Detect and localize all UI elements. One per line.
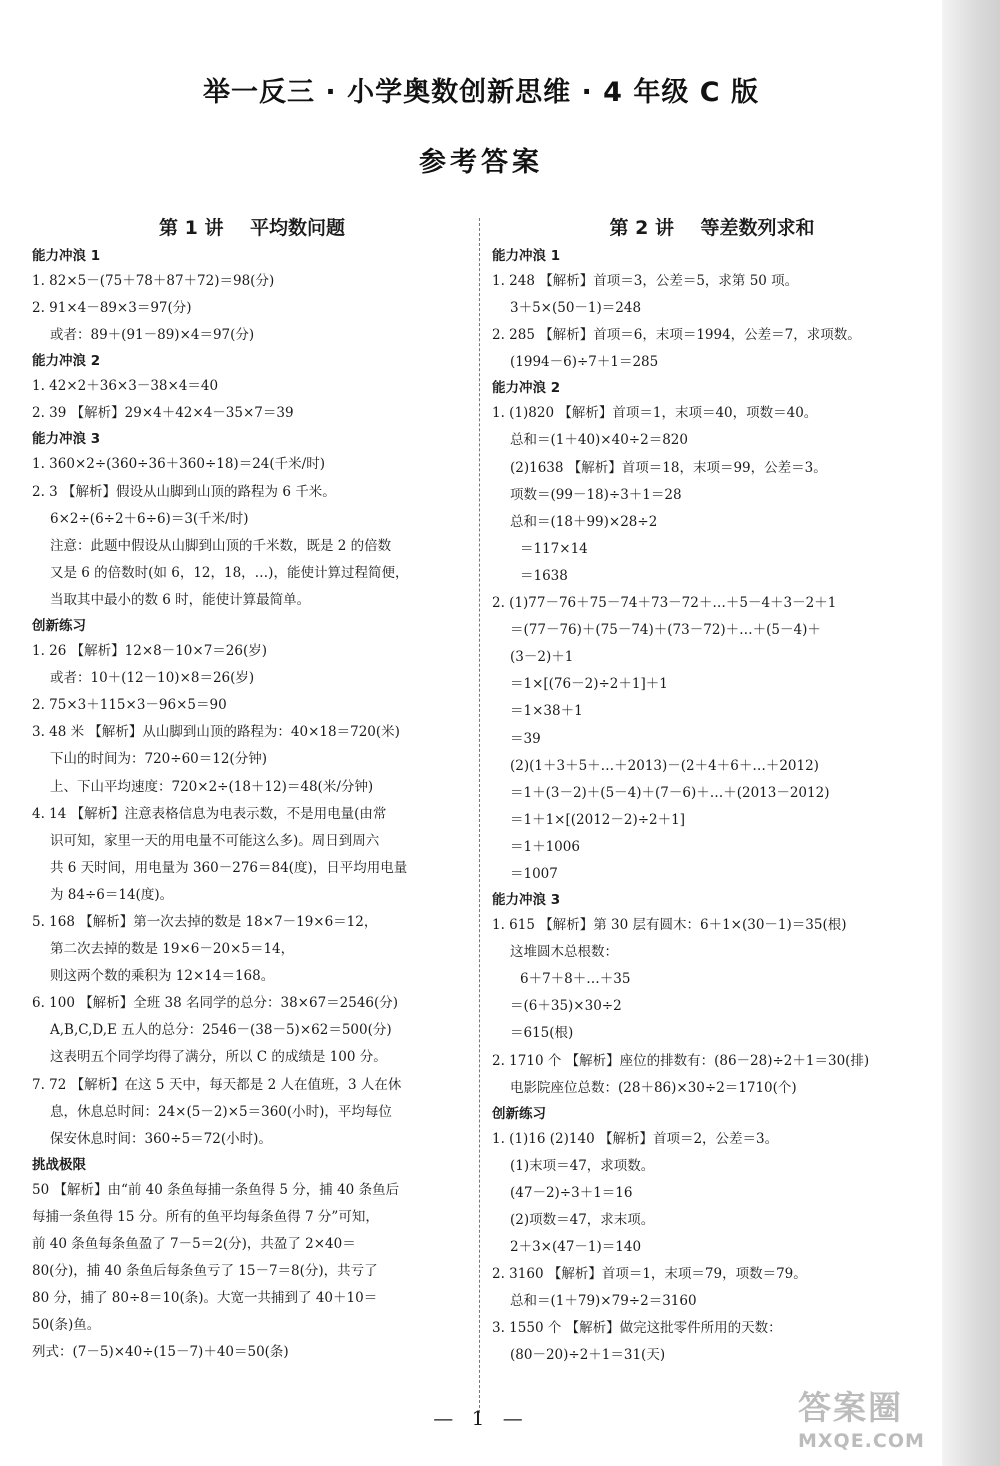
book-title: 举一反三 · 小学奥数创新思维 · 4 年级 C 版 (203, 77, 759, 108)
answer-line: 2. 1710 个 【解析】座位的排数有：(86－28)÷2＋1＝30(排) (492, 1052, 870, 1069)
left-column (32, 213, 472, 1366)
answer-lines (32, 244, 472, 1366)
answer-line: 总和＝(1＋79)×79÷2＝3160 (510, 1293, 697, 1310)
section-title: 能力冲浪 2 (32, 353, 101, 370)
answer-line: ＝1×38＋1 (510, 703, 583, 720)
answer-line: 2＋3×(47－1)＝140 (510, 1239, 642, 1256)
answer-line: 为 84÷6＝14(度)。 (50, 886, 174, 903)
answer-line: 50 【解析】由“前 40 条鱼每捕一条鱼得 5 分，捕 40 条鱼后 (32, 1181, 400, 1198)
answer-line: 1. 248 【解析】首项＝3，公差＝5，求第 50 项。 (492, 273, 799, 289)
answer-line: 总和＝(1＋40)×40÷2＝820 (510, 432, 688, 449)
answer-line: 识可知，家里一天的用电量不可能这么多)。周日到周六 (50, 832, 380, 849)
answer-line: 2. 75×3＋115×3－96×5＝90 (32, 697, 227, 714)
answer-line: 或者：89＋(91－89)×4＝97(分) (50, 327, 255, 344)
answer-line: 80(分)，捕 40 条鱼后每条鱼亏了 15－7＝8(分)，共亏了 (32, 1263, 378, 1280)
answer-line: (2)项数＝47，求末项。 (510, 1212, 655, 1228)
answer-line: 80 分，捕了 80÷8＝10(条)。大宽一共捕到了 40＋10＝ (32, 1290, 378, 1307)
answer-line: ＝1＋1006 (510, 838, 580, 855)
right-column (492, 213, 932, 1370)
answer-line: ＝1638 (520, 567, 568, 584)
lecture-heading: 第 2 讲 等差数列求和 (609, 217, 815, 239)
section-title: 创新练习 (32, 618, 86, 635)
answer-line: 1. 360×2÷(360÷36＋360÷18)＝24(千米/时) (32, 456, 325, 473)
answer-line: 前 40 条鱼每条鱼盈了 7－5＝2(分)，共盈了 2×40＝ (32, 1236, 356, 1252)
answer-line: 保安休息时间：360÷5＝72(小时)。 (50, 1130, 272, 1147)
section-title: 能力冲浪 1 (32, 248, 101, 264)
answer-line: 第二次去掉的数是 19×6－20×5＝14， (50, 941, 295, 958)
answer-line: ＝615(根) (510, 1025, 574, 1042)
answer-line: 1. 26 【解析】12×8－10×7＝26(岁) (32, 643, 268, 660)
page-edge-shadow (942, 0, 1000, 1466)
answer-line: 项数＝(99－18)÷3＋1＝28 (510, 486, 682, 503)
answer-line: (3－2)＋1 (510, 649, 574, 666)
answer-line: ＝1007 (510, 865, 558, 882)
answer-line: ＝(77－76)＋(75－74)＋(73－72)＋…＋(5－4)＋ (510, 622, 821, 639)
answer-line: 1. 615 【解析】第 30 层有圆木：6＋1×(30－1)＝35(根) (492, 917, 847, 934)
answer-line: 这堆圆木总根数： (510, 944, 618, 961)
answer-line: 2. (1)77－76＋75－74＋73－72＋…＋5－4＋3－2＋1 (492, 595, 837, 612)
answer-line: 电影院座位总数：(28＋86)×30÷2＝1710(个) (510, 1079, 797, 1096)
answer-line: (47－2)÷3＋1＝16 (510, 1184, 633, 1201)
answer-line: 50(条)鱼。 (32, 1317, 101, 1334)
answer-line: (2)(1＋3＋5＋…＋2013)－(2＋4＋6＋…＋2012) (510, 757, 819, 774)
answer-line: (2)1638 【解析】首项＝18，末项＝99，公差＝3。 (510, 459, 827, 476)
answer-line: 3. 48 米 【解析】从山脚到山顶的路程为：40×18＝720(米) (32, 724, 400, 741)
answer-line: 注意：此题中假设从山脚到山顶的千米数，既是 2 的倍数 (50, 537, 392, 554)
answer-line: 2. 3 【解析】假设从山脚到山顶的路程为 6 千米。 (32, 483, 336, 500)
answer-line: 或者：10＋(12－10)×8＝26(岁) (50, 670, 255, 687)
answer-line: (1994－6)÷7＋1＝285 (510, 354, 659, 371)
answer-line: 2. 39 【解析】29×4＋42×4－35×7＝39 (32, 405, 294, 422)
answer-line: (1)末项＝47，求项数。 (510, 1157, 655, 1174)
answer-line: A,B,C,D,E 五人的总分：2546－(38－5)×62＝500(分) (50, 1022, 392, 1039)
answer-line: 共 6 天时间，用电量为 360－276＝84(度)，日平均用电量 (50, 859, 408, 876)
answer-line: 又是 6 的倍数时(如 6，12，18，…)，能使计算过程简便， (50, 564, 409, 581)
answer-line: 1. 82×5－(75＋78＋87＋72)＝98(分) (32, 273, 275, 289)
answers-title: 参考答案 (419, 147, 543, 178)
section-title: 能力冲浪 1 (492, 248, 561, 264)
answer-line: ＝39 (510, 730, 541, 747)
column-divider (479, 218, 480, 1413)
answer-line: ＝(6＋35)×30÷2 (510, 998, 622, 1015)
answer-line: ＝1＋1×[(2012－2)÷2＋1] (510, 811, 685, 828)
answer-line: 7. 72 【解析】在这 5 天中，每天都是 2 人在值班，3 人在休 (32, 1076, 402, 1093)
answer-line: 3. 1550 个 【解析】做完这批零件所用的天数： (492, 1320, 782, 1337)
answer-line: 2. 285 【解析】首项＝6，末项＝1994，公差＝7，求项数。 (492, 327, 861, 344)
answer-line: ＝1＋(3－2)＋(5－4)＋(7－6)＋…＋(2013－2012) (510, 784, 830, 801)
page-number: — 1 — (433, 1406, 529, 1430)
answer-lines (492, 244, 932, 1370)
answer-line: 6. 100 【解析】全班 38 名同学的总分：38×67＝2546(分) (32, 995, 399, 1012)
watermark-logo-text: 答案圈 (798, 1388, 903, 1427)
answer-line: 下山的时间为：720÷60＝12(分钟) (50, 751, 267, 768)
watermark-url: MXQE.COM (798, 1430, 925, 1452)
answer-line: 2. 91×4－89×3＝97(分) (32, 300, 192, 317)
lecture-heading: 第 1 讲 平均数问题 (159, 217, 345, 239)
answer-line: 这表明五个同学均得了满分，所以 C 的成绩是 100 分。 (50, 1049, 387, 1066)
section-title: 能力冲浪 2 (492, 380, 561, 397)
answer-line: 3＋5×(50－1)＝248 (510, 300, 642, 317)
answer-line: 1. (1)820 【解析】首项＝1，末项＝40，项数＝40。 (492, 405, 818, 422)
answer-line: ＝1×[(76－2)÷2＋1]＋1 (510, 676, 668, 693)
section-title: 能力冲浪 3 (492, 892, 561, 909)
answer-line: 2. 3160 【解析】首项＝1，末项＝79，项数＝79。 (492, 1266, 807, 1283)
section-title: 能力冲浪 3 (32, 431, 101, 448)
answer-line: 则这两个数的乘积为 12×14＝168。 (50, 968, 275, 985)
answer-line: 5. 168 【解析】第一次去掉的数是 18×7－19×6＝12， (32, 913, 378, 930)
answer-line: 1. 42×2＋36×3－38×4＝40 (32, 378, 219, 395)
answer-line: 上、下山平均速度：720×2÷(18＋12)＝48(米/分钟) (50, 778, 374, 795)
answer-line: (80－20)÷2＋1＝31(天) (510, 1347, 666, 1364)
answer-line: 列式：(7－5)×40÷(15－7)＋40＝50(条) (32, 1344, 289, 1361)
answer-line: 6×2÷(6÷2＋6÷6)＝3(千米/时) (50, 510, 249, 527)
answer-line: 4. 14 【解析】注意表格信息为电表示数，不是用电量(由常 (32, 805, 387, 822)
answer-line: 6＋7＋8＋…＋35 (520, 971, 631, 988)
answer-line: 当取其中最小的数 6 时，能使计算最简单。 (50, 591, 311, 608)
section-title: 创新练习 (492, 1105, 546, 1122)
answer-line: 1. (1)16 (2)140 【解析】首项＝2，公差＝3。 (492, 1130, 779, 1147)
section-title: 挑战极限 (32, 1156, 86, 1173)
answer-line: 息，休息总时间：24×(5－2)×5＝360(小时)，平均每位 (50, 1103, 392, 1120)
answer-line: 每捕一条鱼得 15 分。所有的鱼平均每条鱼得 7 分”可知， (32, 1208, 379, 1225)
answer-line: ＝117×14 (520, 540, 588, 557)
answer-line: 总和＝(18＋99)×28÷2 (510, 513, 658, 530)
watermark-logo (798, 1388, 988, 1462)
